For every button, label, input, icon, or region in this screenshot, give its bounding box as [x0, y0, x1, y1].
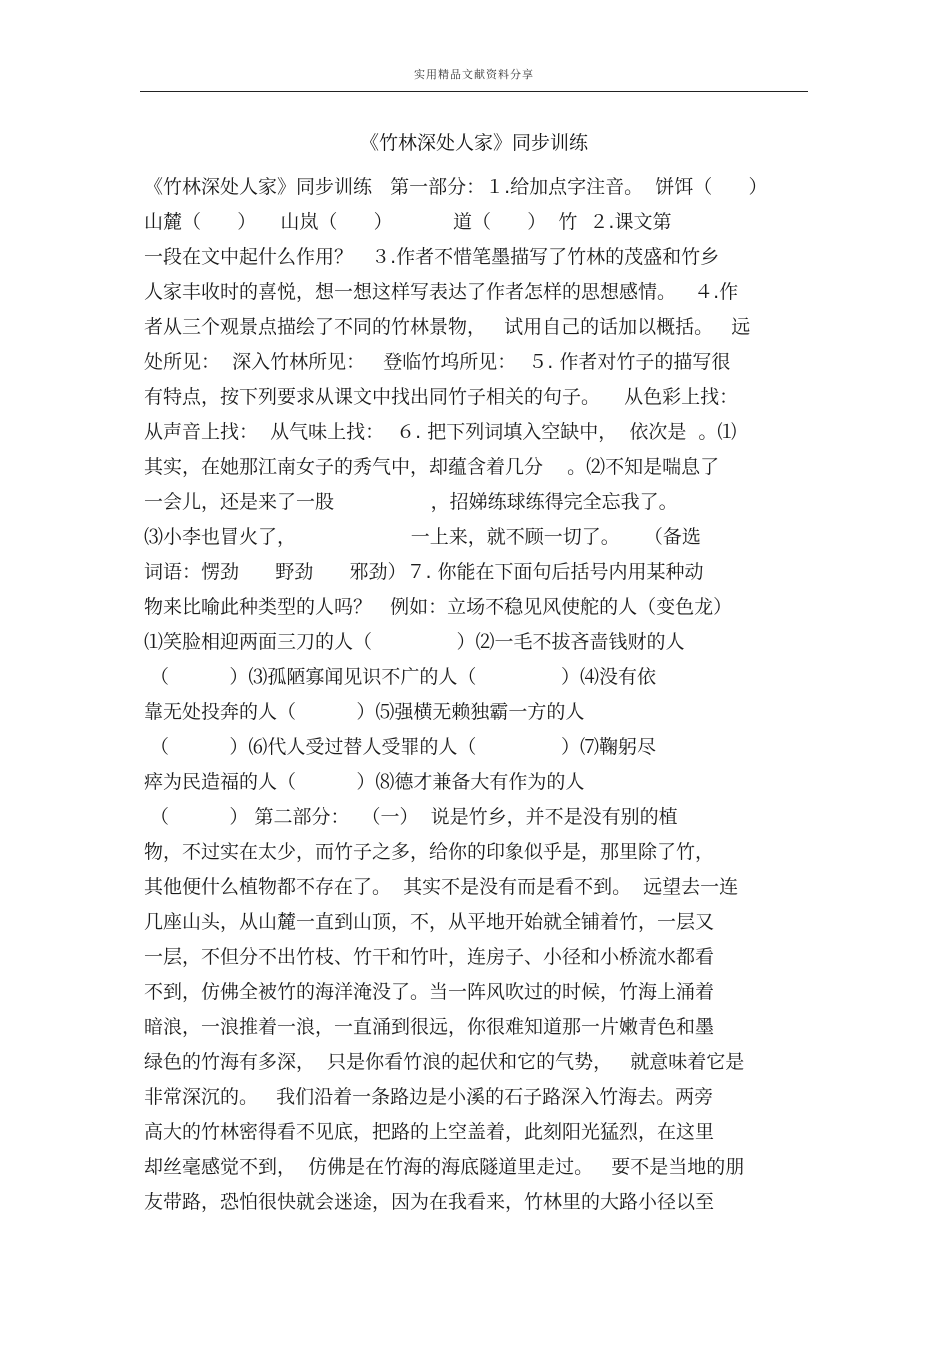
text-line: 处所见： 深入竹林所见： 登临竹坞所见： ５. 作者对竹子的描写很: [144, 351, 731, 373]
text-line: 物来比喻此种类型的人吗？ 例如：立场不稳见风使舵的人（变色龙）: [144, 596, 733, 618]
text-line: 靠无处投奔的人（ ）⑸强横无赖独霸一方的人: [144, 701, 585, 723]
text-line: 山麓（ ） 山岚（ ） 道（ ） 竹 ２.课文第: [144, 211, 672, 233]
text-line: 其他便什么植物都不存在了。 其实不是没有而是看不到。 远望去一连: [144, 876, 739, 898]
text-line: 从声音上找： 从气味上找： ６. 把下列词填入空缺中， 依次是 。⑴: [144, 421, 737, 443]
text-line: ⑶小李也冒火了， 一上来，就不顾一切了。 （备选: [144, 526, 701, 548]
text-line: 高大的竹林密得看不见底，把路的上空盖着，此刻阳光猛烈，在这里: [144, 1121, 715, 1143]
text-line: 物，不过实在太少，而竹子之多，给你的印象似乎是，那里除了竹，: [144, 841, 715, 863]
text-line: 绿色的竹海有多深， 只是你看竹浪的起伏和它的气势， 就意味着它是: [144, 1051, 745, 1073]
header-rule: [140, 91, 808, 92]
text-line: 却丝毫感觉不到， 仿佛是在竹海的海底隧道里走过。 要不是当地的朋: [144, 1156, 745, 1178]
page-header: 实用精品文献资料分享: [414, 68, 534, 81]
text-line: （ ）⑹代人受过替人受罪的人（ ）⑺鞠躬尽: [144, 736, 656, 758]
text-line: 瘁为民造福的人（ ）⑻德才兼备大有作为的人: [144, 771, 585, 793]
document-title: 《竹林深处人家》同步训练: [359, 132, 588, 154]
text-line: 人家丰收时的喜悦，想一想这样写表达了作者怎样的思想感情。 ４.作: [144, 281, 739, 303]
text-line: 有特点，按下列要求从课文中找出同竹子相关的句子。 从色彩上找：: [144, 386, 739, 408]
text-line: 几座山头，从山麓一直到山顶，不，从平地开始就全铺着竹，一层又: [144, 911, 715, 933]
text-line: 不到，仿佛全被竹的海洋淹没了。当一阵风吹过的时候，竹海上涌着: [144, 981, 715, 1003]
text-line: 词语：愣劲 野劲 邪劲）７. 你能在下面句后括号内用某种动: [144, 561, 704, 583]
text-line: 其实，在她那江南女子的秀气中，却蕴含着几分 。⑵不知是喘息了: [144, 456, 720, 478]
text-line: 一层，不但分不出竹枝、竹干和竹叶，连房子、小径和小桥流水都看: [144, 946, 715, 968]
document-body: [144, 174, 812, 1224]
text-line: 一段在文中起什么作用？ ３.作者不惜笔墨描写了竹林的茂盛和竹乡: [144, 246, 720, 268]
text-line: 暗浪，一浪推着一浪，一直涌到很远，你很难知道那一片嫩青色和墨: [144, 1016, 715, 1038]
text-line: （ ）⑶孤陋寡闻见识不广的人（ ）⑷没有依: [144, 666, 656, 688]
text-line: （ ） 第二部分： （一） 说是竹乡，并不是没有别的植: [144, 806, 678, 828]
text-line: 非常深沉的。 我们沿着一条路边是小溪的石子路深入竹海去。两旁: [144, 1086, 714, 1108]
text-line: 友带路，恐怕很快就会迷途，因为在我看来，竹林里的大路小径以至: [144, 1191, 715, 1213]
text-line: 《竹林深处人家》同步训练 第一部分：１.给加点字注音。 饼饵（ ）: [144, 176, 768, 198]
text-line: 者从三个观景点描绘了不同的竹林景物， 试用自己的话加以概括。 远: [144, 316, 751, 338]
text-line: ⑴笑脸相迎两面三刀的人（ ）⑵一毛不拔吝啬钱财的人: [144, 631, 685, 653]
text-line: 一会儿，还是来了一股 ，招娣练球练得完全忘我了。: [144, 491, 678, 513]
